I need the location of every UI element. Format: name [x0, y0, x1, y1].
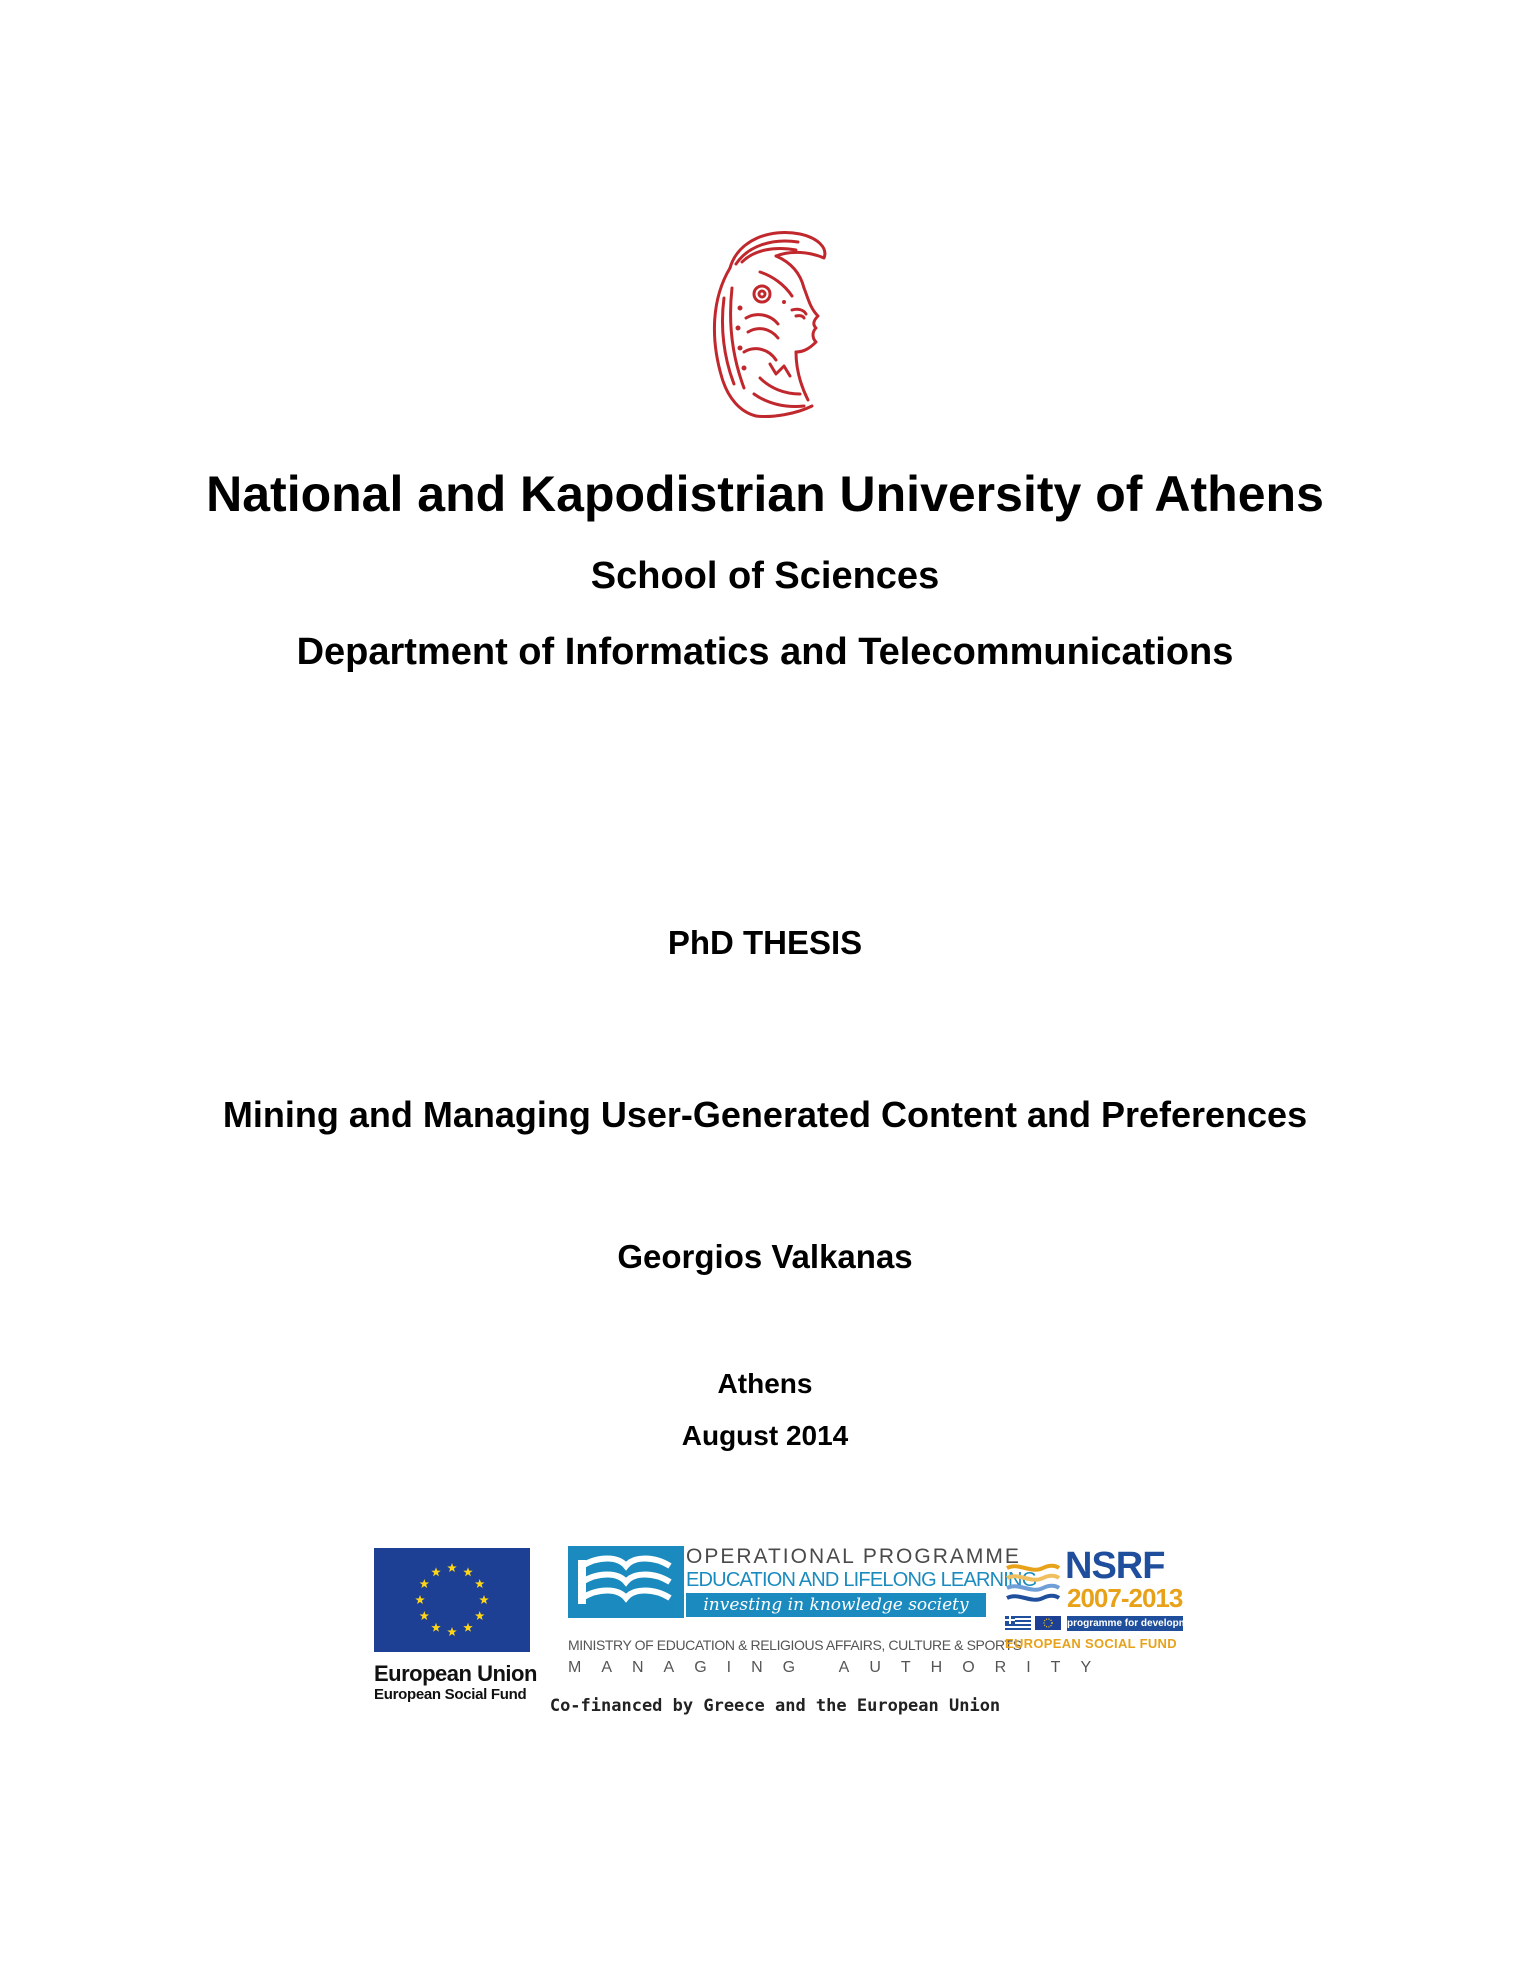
author-name: Georgios Valkanas [617, 1238, 913, 1275]
eu-logo [374, 1548, 537, 1708]
nsrf-programme-label: programme for development [1067, 1618, 1203, 1629]
university-name: National and Kapodistrian University of Athens [206, 466, 1324, 522]
school-name: School of Sciences [590, 555, 940, 597]
place: Athens [717, 1368, 813, 1399]
nsrf-esf-label: EUROPEAN SOCIAL FUND [1005, 1636, 1177, 1651]
op-managing-authority: MANAGING AUTHORITY [568, 1659, 1112, 1676]
eu-flag-icon [374, 1548, 530, 1652]
op-programme-name: EDUCATION AND LIFELONG LEARNING [686, 1569, 1037, 1591]
cofinanced-statement: Co-financed by Greece and the European Union [549, 1696, 1001, 1716]
nsrf-logo [1005, 1545, 1203, 1666]
greek-eu-flags-icon [1005, 1616, 1061, 1630]
thesis-title: Mining and Managing User-Generated Content and Preferences [222, 1094, 1308, 1135]
open-book-emblem-icon [568, 1546, 684, 1618]
op-title-line: OPERATIONAL PROGRAMME [686, 1545, 1021, 1568]
op-slogan: investing in knowledge society [686, 1593, 986, 1617]
nsrf-years: 2007-2013 [1067, 1583, 1183, 1613]
eu-name: European Union [374, 1661, 537, 1686]
athena-head-crest-icon [700, 228, 840, 420]
nsrf-title: NSRF [1065, 1545, 1165, 1587]
op-ministry: MINISTRY OF EDUCATION & RELIGIOUS AFFAIRS, CULTURE & SPORTS [568, 1637, 1022, 1653]
eu-fund: European Social Fund [374, 1686, 527, 1703]
document-type: PhD THESIS [667, 924, 863, 961]
department-name: Department of Informatics and Telecommunications [296, 631, 1234, 673]
wave-stripes-icon [1005, 1560, 1061, 1602]
date: August 2014 [681, 1420, 849, 1451]
